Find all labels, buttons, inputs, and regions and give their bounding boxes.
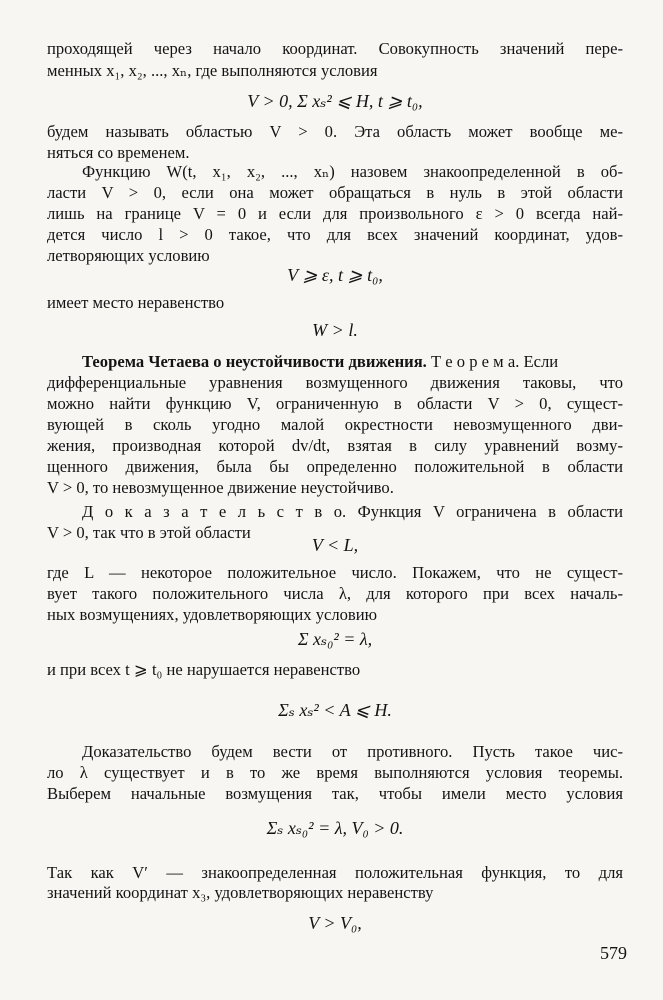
- theorem-label: Т е о р е м а. Если: [430, 352, 559, 371]
- equation: Σ xₛ₀² = λ,: [297, 629, 373, 649]
- text-line: менных x₁, x₂, ..., xₙ, где выполняются условия: [47, 61, 378, 80]
- text-line: дется число l > 0 такое, что для всех значений координат, удов-: [47, 225, 623, 244]
- text-line: жения, производная которой dv/dt, взятая в силу уравнений возму-: [47, 436, 623, 455]
- equation: Σₛ xₛ² < A ⩽ H.: [278, 700, 392, 720]
- text-line: V > 0, так что в этой области: [47, 523, 251, 542]
- theorem-heading-line: [82, 352, 623, 372]
- text-line: ло λ существует и в то же время выполняются условия теоремы.: [47, 763, 623, 782]
- text-line: имеет место неравенство: [47, 293, 225, 312]
- text-line: будем называть областью V > 0. Эта область может вообще ме-: [47, 122, 623, 141]
- text-line: дифференциальные уравнения возмущенного движения таковы, что: [47, 373, 623, 392]
- text-line: ных возмущениях, удовлетворяющих условию: [47, 605, 378, 624]
- proof-heading-line: Д о к а з а т е л ь с т в о. Функция V ограничена в области: [82, 502, 623, 521]
- text-line: где L — некоторое положительное число. Покажем, что не сущест-: [47, 563, 623, 582]
- text-line: V > 0, то невозмущенное движение неустойчиво.: [47, 478, 394, 497]
- equation: V > 0, Σ xₛ² ⩽ H, t ⩾ t₀,: [247, 91, 423, 111]
- text-line: Функцию W(t, x₁, x₂, ..., xₙ) назовем знакоопределенной в об-: [82, 162, 623, 181]
- text-line: Выберем начальные возмущения так, чтобы имели место условия: [47, 784, 623, 803]
- text-line: и при всех t ⩾ t₀ не нарушается неравенство: [47, 660, 361, 679]
- text-line: ласти V > 0, если она может обращаться в нуль в этой области: [47, 183, 623, 202]
- text-line: проходящей через начало координат. Совокупность значений пере-: [47, 39, 623, 58]
- text-line: лишь на границе V = 0 и если для произвольного ε > 0 всегда най-: [47, 204, 623, 223]
- text-line: значений координат x₃, удовлетворяющих неравенству: [47, 883, 434, 902]
- equation: V ⩾ ε, t ⩾ t₀,: [287, 265, 383, 285]
- text-line: няться со временем.: [47, 143, 190, 162]
- text-line: вует такого положительного числа λ, для которого при всех началь-: [47, 584, 623, 603]
- text-line: можно найти функцию V, ограниченную в области V > 0, сущест-: [47, 394, 623, 413]
- page-number: 579: [600, 943, 627, 963]
- theorem-title: Теорема Четаева о неустойчивости движения.: [82, 352, 427, 371]
- equation: Σₛ xₛ₀² = λ, V₀ > 0.: [266, 818, 404, 838]
- equation: W > l.: [312, 320, 358, 340]
- equation: V > V₀,: [308, 913, 362, 933]
- text-line: щенного движения, была бы определенно положительной в области: [47, 457, 623, 476]
- text-line: вующей в сколь угодно малой окрестности невозмущенного дви-: [47, 415, 623, 434]
- text-line: Доказательство будем вести от противного. Пусть такое чис-: [82, 742, 623, 761]
- equation: V < L,: [311, 535, 359, 555]
- text-line: летворяющих условию: [47, 246, 210, 265]
- text-line: Так как V′ — знакоопределенная положительная функция, то для: [47, 863, 623, 882]
